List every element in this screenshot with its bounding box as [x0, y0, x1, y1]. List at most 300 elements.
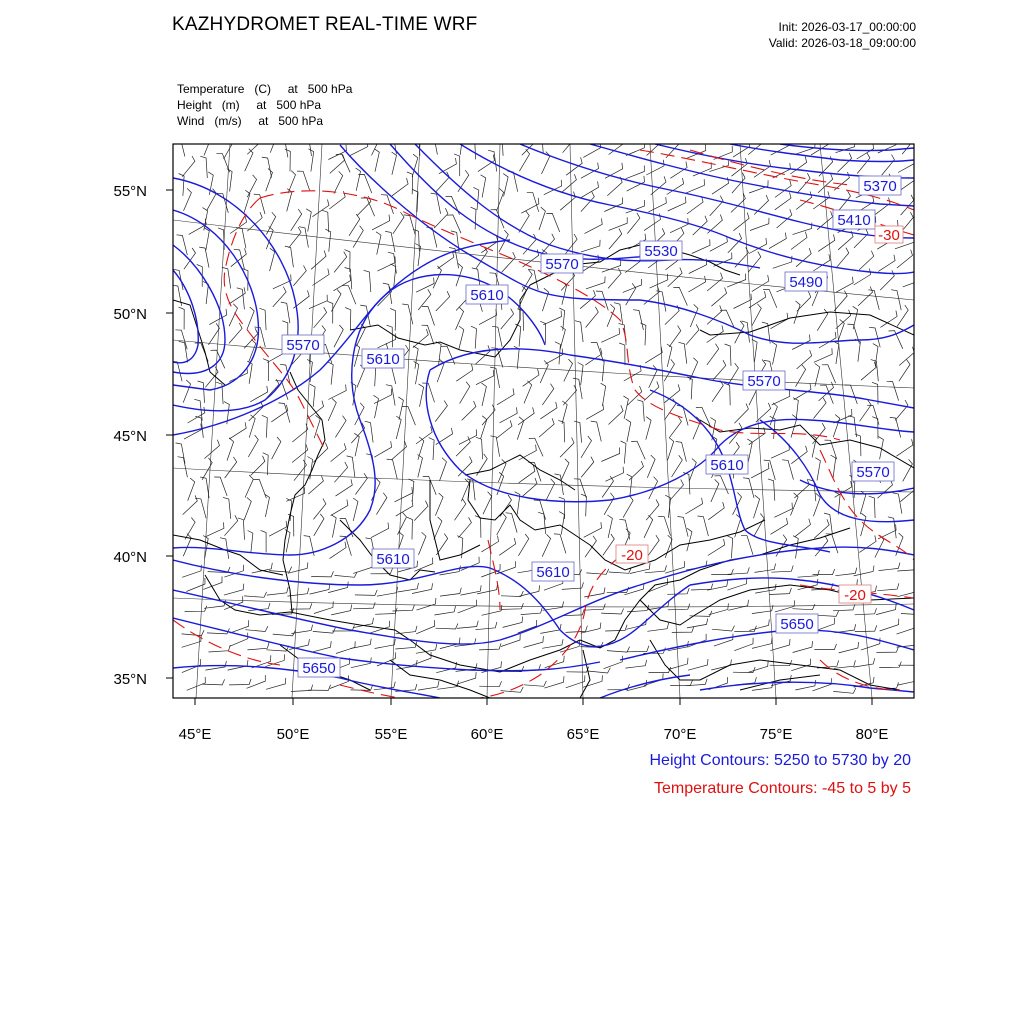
- wind-barb: [876, 647, 898, 653]
- wind-barb: [896, 439, 913, 456]
- wind-barb: [687, 619, 708, 628]
- wind-barb: [225, 457, 237, 478]
- wind-barb: [330, 542, 347, 559]
- wind-barb: [833, 688, 856, 693]
- wind-barb: [431, 193, 441, 214]
- wind-barb: [518, 534, 528, 556]
- wind-barb: [724, 383, 730, 405]
- wind-barb: [707, 344, 719, 365]
- wind-barb: [336, 479, 353, 496]
- wind-barb: [176, 443, 186, 464]
- wind-barb: [209, 645, 231, 652]
- wind-barb: [224, 137, 234, 159]
- wind-barb: [458, 517, 471, 537]
- height-contour-labels: [282, 176, 901, 677]
- svg-text:5570: 5570: [856, 464, 890, 481]
- wind-barb: [497, 513, 507, 535]
- wind-barb: [202, 458, 212, 480]
- wind-barb: [200, 477, 209, 498]
- wind-barb: [855, 608, 877, 615]
- wind-barb: [261, 530, 267, 552]
- wind-barb: [182, 635, 202, 647]
- wind-barb: [710, 236, 728, 252]
- wind-barb: [627, 474, 632, 497]
- wind-barb: [371, 523, 389, 538]
- wind-barb: [385, 231, 395, 252]
- wind-barb: [670, 480, 683, 500]
- wind-barb: [479, 643, 501, 650]
- wind-barb: [752, 304, 762, 326]
- wind-barb: [667, 344, 672, 367]
- wind-barb: [311, 251, 326, 270]
- wind-barb: [608, 268, 621, 288]
- wind-barb: [835, 568, 856, 576]
- wind-barb: [436, 662, 456, 673]
- wind-barb: [492, 326, 502, 346]
- wind-barb: [835, 481, 852, 497]
- wind-barb: [665, 535, 672, 558]
- svg-text:5570: 5570: [286, 337, 320, 354]
- wind-barb: [734, 638, 753, 651]
- svg-text:-30: -30: [878, 227, 900, 244]
- wind-barb: [375, 639, 396, 649]
- wind-barb: [179, 307, 185, 329]
- wind-barb: [647, 455, 655, 478]
- wind-barb: [392, 178, 408, 196]
- wind-barb: [774, 503, 792, 518]
- wind-barb: [748, 252, 761, 273]
- wind-barb: [813, 423, 826, 444]
- wind-barb: [601, 448, 619, 462]
- wind-barb: [396, 416, 401, 439]
- wind-barb: [517, 417, 523, 440]
- wind-barb: [416, 426, 432, 444]
- svg-text:5610: 5610: [710, 457, 744, 474]
- wind-barb: [186, 578, 205, 592]
- wind-barb: [772, 342, 777, 365]
- wind-barb: [686, 179, 704, 193]
- wind-barb: [614, 303, 623, 324]
- wind-barb: [714, 253, 732, 267]
- wind-barb: [625, 660, 646, 668]
- wind-barb: [482, 383, 487, 406]
- wind-barb: [637, 400, 644, 422]
- wind-barb: [209, 309, 227, 325]
- wind-barb: [818, 174, 833, 193]
- wind-barb: [609, 405, 624, 424]
- wind-barb: [559, 512, 564, 535]
- wind-barb: [238, 518, 245, 540]
- wind-barb: [688, 659, 708, 670]
- wind-barb: [429, 438, 434, 460]
- wind-barb: [479, 309, 497, 325]
- wind-barb: [330, 154, 345, 173]
- wind-barb: [711, 659, 731, 670]
- wind-barb: [331, 515, 336, 538]
- wind-barb: [647, 623, 668, 632]
- wind-barb: [252, 563, 272, 573]
- wind-barb: [776, 535, 787, 557]
- field-height: Height (m) at 500 hPa: [177, 98, 322, 112]
- wind-barb: [476, 247, 487, 269]
- wind-barb: [601, 383, 606, 406]
- wind-barb: [398, 512, 407, 534]
- wind-barb: [752, 638, 772, 649]
- wind-barb: [813, 569, 835, 575]
- wind-barb: [728, 567, 750, 574]
- wind-barb: [750, 218, 769, 231]
- lon-label-75: 75°E: [759, 726, 793, 743]
- wind-barb: [683, 473, 690, 495]
- wind-barb: [334, 171, 343, 193]
- wind-barb: [648, 601, 669, 610]
- wind-barb: [353, 498, 358, 521]
- wind-barb: [529, 462, 542, 481]
- wind-barb: [733, 213, 749, 231]
- wind-barb: [308, 475, 323, 494]
- field-wind: Wind (m/s) at 500 hPa: [177, 114, 324, 128]
- wind-barb: [626, 166, 645, 179]
- wind-barb: [483, 492, 492, 514]
- wind-barb: [519, 211, 529, 233]
- wind-barb: [457, 621, 479, 629]
- wind-barb: [771, 313, 788, 329]
- svg-text:5650: 5650: [302, 660, 336, 677]
- wind-barb: [734, 626, 756, 632]
- wind-barb: [184, 248, 196, 269]
- wind-barb: [519, 445, 537, 460]
- wind-barb: [669, 326, 681, 347]
- wind-barb: [715, 476, 729, 494]
- wind-barb: [179, 174, 185, 196]
- wind-barb: [269, 521, 287, 536]
- wind-barb: [711, 569, 733, 575]
- wind-barb: [376, 232, 381, 255]
- wind-barb: [623, 396, 628, 419]
- wind-barb: [687, 196, 703, 214]
- wind-barb: [854, 658, 875, 667]
- lon-label-65: 65°E: [566, 726, 600, 743]
- wind-barb: [792, 335, 810, 350]
- wind-barb: [626, 419, 631, 442]
- wind-barb: [834, 291, 847, 311]
- wind-barb: [178, 457, 188, 478]
- wind-barb: [770, 639, 790, 651]
- wind-barb: [418, 681, 439, 690]
- wind-barb: [269, 567, 292, 572]
- wind-barb: [539, 418, 554, 437]
- wind-barb: [229, 679, 251, 685]
- wind-barb: [216, 382, 223, 404]
- wind-barb: [609, 217, 628, 230]
- wind-barb: [331, 443, 347, 461]
- wind-barb: [845, 385, 858, 404]
- wind-barb: [880, 619, 899, 631]
- wind-barb: [475, 622, 497, 630]
- wind-barb: [230, 216, 246, 233]
- wind-barb: [838, 191, 851, 212]
- wind-barb: [433, 266, 441, 288]
- wind-barb: [522, 478, 537, 497]
- wind-barb: [310, 384, 315, 407]
- wind-barb: [266, 678, 286, 689]
- wind-barb: [690, 304, 698, 327]
- wind-barb: [633, 310, 643, 330]
- wind-barb: [455, 499, 466, 520]
- wind-barb: [245, 626, 268, 631]
- wind-barb: [673, 287, 687, 305]
- wind-barb: [599, 359, 604, 382]
- wind-barb: [262, 157, 272, 178]
- wind-barb: [770, 403, 777, 426]
- temperature-label: [616, 545, 648, 564]
- wind-barb: [558, 420, 564, 442]
- wind-barb: [727, 536, 732, 559]
- wind-barb: [835, 624, 856, 633]
- height-label: [706, 455, 748, 474]
- lat-label-50: 50°N: [113, 306, 147, 323]
- wind-barb: [539, 207, 545, 230]
- wind-barb: [585, 218, 603, 233]
- wind-barb: [584, 522, 602, 537]
- wind-barb: [471, 326, 477, 348]
- wind-barb: [834, 341, 839, 364]
- wind-barb: [434, 208, 448, 228]
- svg-text:5410: 5410: [837, 212, 871, 229]
- wind-barb: [793, 641, 813, 652]
- wind-barb: [728, 233, 742, 253]
- wind-barb: [651, 176, 666, 195]
- wind-barb: [185, 606, 207, 612]
- wind-barb: [650, 274, 668, 288]
- wind-barb: [447, 215, 461, 233]
- wind-barb: [460, 382, 470, 404]
- wind-barb: [542, 384, 554, 405]
- wind-barb: [297, 171, 310, 190]
- wind-barb: [536, 131, 543, 153]
- wind-barb: [446, 196, 460, 214]
- wind-barb: [422, 325, 434, 344]
- wind-barb: [245, 149, 253, 172]
- wind-barb: [685, 498, 702, 514]
- wind-barb: [396, 500, 413, 516]
- wind-barb: [819, 332, 836, 348]
- wind-barb: [677, 406, 688, 426]
- wind-barb: [899, 347, 914, 366]
- wind-barb: [439, 158, 457, 174]
- wind-barb: [335, 416, 346, 438]
- wind-barb: [390, 309, 396, 331]
- wind-barb: [364, 270, 371, 292]
- wind-barb: [562, 401, 567, 424]
- wind-barb: [712, 177, 729, 194]
- wind-barb: [707, 273, 722, 291]
- wind-barb: [248, 531, 253, 554]
- wind-barb: [179, 341, 188, 362]
- wind-barb: [772, 390, 790, 405]
- wind-barb: [309, 295, 327, 309]
- wind-barb: [712, 380, 723, 402]
- wind-barb: [658, 516, 670, 535]
- wind-barb: [596, 291, 608, 310]
- wind-barb: [435, 493, 443, 516]
- wind-barb: [619, 519, 629, 539]
- wind-barb: [644, 515, 653, 538]
- wind-barb: [631, 441, 645, 459]
- wind-barb: [377, 587, 398, 596]
- wind-barb: [188, 478, 195, 501]
- wind-barb: [581, 436, 592, 458]
- wind-barb: [627, 213, 640, 234]
- wind-barb: [563, 132, 576, 153]
- wind-barb: [422, 306, 435, 325]
- wind-barb: [236, 228, 246, 249]
- wind-barb: [581, 457, 594, 478]
- lon-label-45: 45°E: [178, 726, 212, 743]
- wind-barb: [797, 350, 812, 369]
- height-label: [362, 349, 404, 368]
- wind-barb: [605, 467, 623, 482]
- wind-barb: [826, 534, 838, 553]
- wind-barb: [545, 656, 565, 668]
- wind-barb: [285, 246, 294, 267]
- wind-barb: [461, 557, 480, 571]
- wind-barb: [327, 301, 333, 323]
- wind-barb: [514, 346, 519, 369]
- wind-barb: [312, 200, 329, 217]
- wind-barb: [581, 163, 599, 179]
- wind-barb: [281, 302, 290, 323]
- wind-barb: [365, 421, 373, 442]
- wind-barb: [329, 191, 345, 209]
- wind-barb: [561, 459, 569, 482]
- wind-barb: [334, 462, 347, 482]
- wind-barb: [310, 584, 330, 595]
- wind-barb: [224, 584, 244, 595]
- wind-barb: [833, 415, 840, 438]
- wind-barb: [544, 676, 564, 688]
- wind-barb: [665, 305, 679, 324]
- wind-barb: [435, 401, 447, 422]
- height-label: [859, 176, 901, 195]
- wind-barb: [387, 325, 393, 347]
- wind-barb: [306, 209, 311, 232]
- wind-barb: [374, 149, 379, 172]
- wind-barb: [440, 588, 461, 596]
- wind-barb: [314, 307, 327, 328]
- wind-barb: [402, 407, 415, 426]
- wind-barb: [814, 644, 836, 650]
- wind-barb: [574, 479, 586, 498]
- wind-barb: [223, 497, 231, 519]
- wind-barb: [679, 342, 687, 363]
- wind-barb: [668, 268, 682, 287]
- wind-barb: [456, 364, 473, 381]
- wind-barb: [754, 160, 771, 177]
- wind-barb: [605, 625, 627, 631]
- wind-barb: [311, 641, 331, 652]
- lat-label-55: 55°N: [113, 183, 147, 200]
- wind-barb: [229, 367, 247, 381]
- wind-barb: [888, 517, 896, 538]
- wind-barb: [355, 590, 377, 596]
- wind-barb: [581, 494, 587, 516]
- wind-barb: [374, 395, 379, 418]
- wind-barb: [471, 207, 477, 229]
- wind-barb: [607, 515, 612, 538]
- wind-barb: [416, 620, 435, 634]
- svg-text:5570: 5570: [747, 373, 781, 390]
- wind-barb: [457, 672, 476, 684]
- lon-label-80: 80°E: [855, 726, 889, 743]
- wind-barb: [353, 226, 363, 248]
- wind-barb: [398, 583, 419, 592]
- wind-barb: [869, 496, 875, 518]
- height-label: [532, 562, 574, 581]
- wind-barb: [422, 383, 434, 402]
- wind-barb: [328, 362, 333, 385]
- wind-barb: [542, 534, 550, 556]
- latitude-labels: [113, 183, 147, 688]
- wind-barb: [677, 517, 688, 537]
- wind-barb: [333, 275, 350, 291]
- wind-barb: [837, 153, 851, 173]
- wind-barb: [391, 264, 396, 287]
- wind-barb: [273, 287, 286, 307]
- wind-barb: [477, 584, 498, 594]
- wind-barb: [395, 487, 413, 502]
- wind-barb: [588, 668, 611, 673]
- wind-barb: [586, 277, 605, 289]
- lon-label-50: 50°E: [276, 726, 310, 743]
- svg-text:5610: 5610: [536, 564, 570, 581]
- wind-barb: [476, 370, 494, 385]
- wind-barb: [754, 495, 760, 518]
- wind-barb: [900, 483, 915, 502]
- wind-barb: [771, 518, 788, 534]
- wind-barb: [347, 456, 355, 477]
- wind-barb: [266, 212, 275, 234]
- wind-barb: [356, 168, 361, 191]
- wind-barb: [426, 227, 437, 247]
- wind-barb: [601, 609, 623, 615]
- wind-barb: [791, 493, 799, 516]
- wind-barb: [648, 535, 660, 556]
- wind-barb: [814, 398, 827, 419]
- wind-barb: [475, 516, 481, 538]
- wind-barb: [265, 654, 284, 666]
- wind-barb: [247, 175, 256, 197]
- wind-barb: [798, 570, 820, 577]
- wind-barb: [184, 188, 192, 211]
- wind-barb: [436, 624, 458, 630]
- wind-barb: [360, 305, 370, 326]
- wind-barb: [838, 231, 853, 250]
- wind-barb: [419, 532, 427, 555]
- height-label: [776, 614, 818, 633]
- wind-barb: [873, 344, 878, 367]
- height-label: [640, 241, 682, 260]
- wind-barb: [247, 675, 266, 688]
- wind-barb: [868, 290, 879, 310]
- wind-barb: [647, 136, 662, 155]
- svg-text:-20: -20: [621, 547, 643, 564]
- wind-barb: [290, 603, 312, 609]
- wind-barb: [861, 362, 876, 381]
- wind-barb: [334, 252, 347, 273]
- wind-barb: [898, 157, 916, 173]
- wind-barb: [353, 602, 375, 608]
